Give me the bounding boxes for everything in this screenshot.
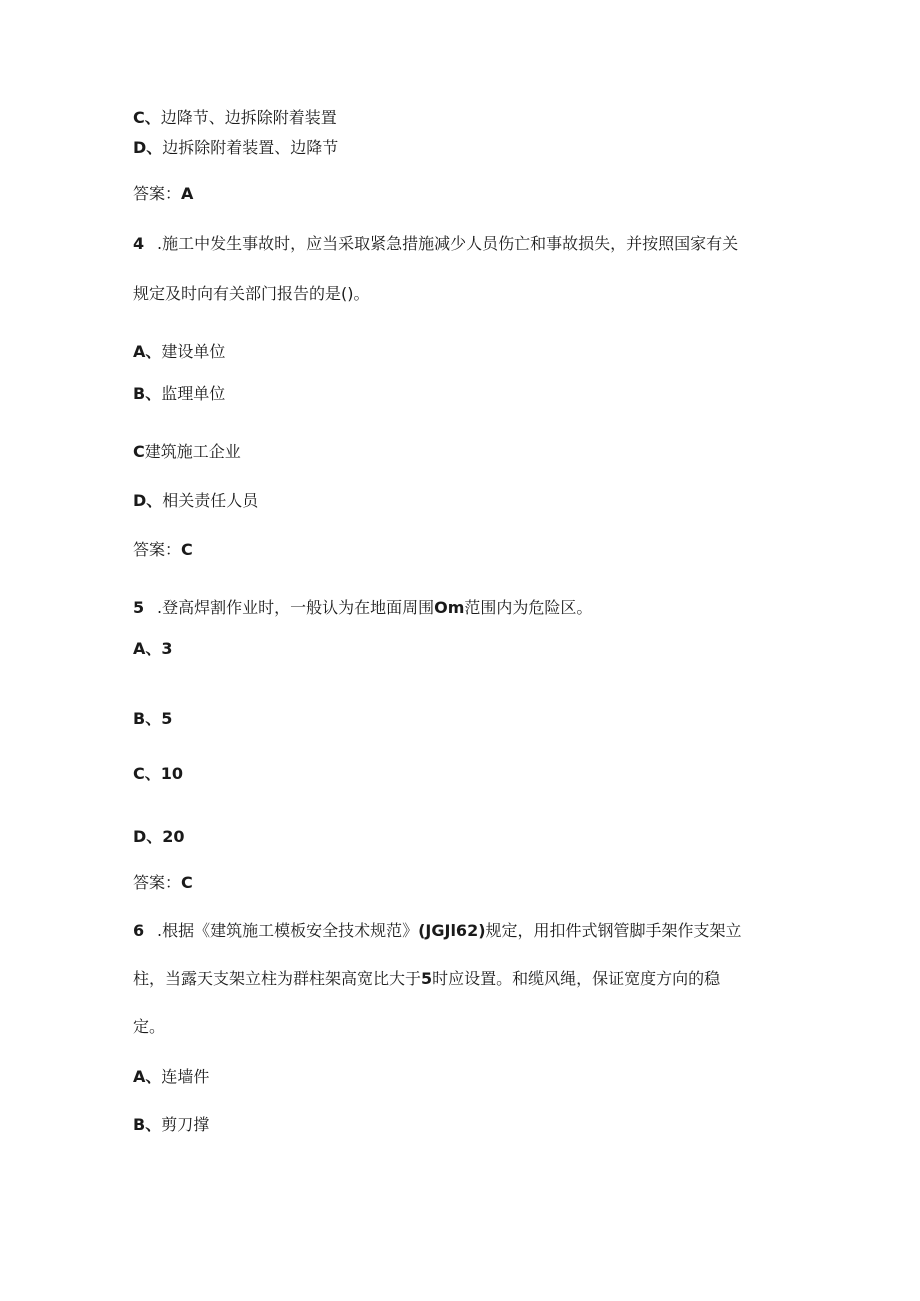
answer-value: C [181,540,193,559]
question-text: .施工中发生事故时，应当采取紧急措施减少人员伤亡和事故损失，并按照国家有关 [157,234,739,253]
option-text: 剪刀撑 [161,1115,210,1134]
option-text: 5 [161,709,173,728]
question-number: 6 [133,921,145,940]
q3-answer [133,184,193,204]
q6-stem-line2 [133,969,720,989]
option-text: 连墙件 [161,1067,210,1086]
option-text: 边拆除附着装置、边降节 [162,138,339,157]
answer-prefix: 答案： [133,540,182,559]
option-label: C、 [133,108,161,127]
question-text: 规定及时向有关部门报告的是()。 [133,284,370,303]
question-text-bold: (JGJl62) [418,921,486,940]
option-label: D、 [133,491,163,510]
q5-answer [133,873,193,893]
question-text-bold: Om [434,598,465,617]
option-label: A、 [133,1067,162,1086]
q4-option-b [133,384,225,404]
question-text: 柱，当露天支架立柱为群柱架高宽比大于 [133,969,422,988]
option-label: D、 [133,827,163,846]
option-label: C、 [133,764,161,783]
question-number: 5 [133,598,145,617]
q4-option-d [133,491,258,511]
option-text: 建筑施工企业 [144,442,241,461]
q5-option-b [133,709,172,729]
answer-value: C [181,873,193,892]
q4-option-a [133,342,225,362]
option-label: B、 [133,384,162,403]
q3-option-d [133,138,338,158]
q5-stem [133,598,592,618]
option-text: 3 [161,639,173,658]
question-text: .根据《建筑施工模板安全技术规范》 [157,921,419,940]
q4-option-c [133,442,241,462]
question-text: 时应设置。和缆风绳，保证宽度方向的稳 [432,969,721,988]
question-text-bold: 5 [421,969,433,988]
option-label: B、 [133,709,162,728]
q5-option-d [133,827,185,847]
question-text: 规定，用扣件式钢管脚手架作支架立 [485,921,742,940]
option-label: B、 [133,1115,162,1134]
option-text: 10 [160,764,184,783]
question-text: 范围内为危险区。 [464,598,593,617]
question-text: .登高焊割作业时，一般认为在地面周围 [157,598,435,617]
answer-value: A [181,184,194,203]
q4-stem-line2 [133,284,370,304]
option-label: C [133,442,145,461]
question-text: 定。 [133,1017,166,1036]
question-number: 4 [133,234,145,253]
option-label: A、 [133,639,162,658]
q6-stem-line1 [133,921,742,941]
option-text: 监理单位 [161,384,226,403]
q5-option-a [133,639,173,659]
q6-option-a [133,1067,209,1087]
option-label: A、 [133,342,162,361]
q3-option-c [133,108,337,128]
q6-stem-line3 [133,1017,165,1037]
q4-stem-line1 [133,234,738,254]
option-text: 20 [162,827,185,846]
option-text: 边降节、边拆除附着装置 [160,108,337,127]
q5-option-c [133,764,183,784]
option-label: D、 [133,138,163,157]
option-text: 相关责任人员 [162,491,259,510]
q4-answer [133,540,193,560]
answer-prefix: 答案： [133,184,182,203]
answer-prefix: 答案： [133,873,182,892]
q6-option-b [133,1115,209,1135]
option-text: 建设单位 [161,342,226,361]
